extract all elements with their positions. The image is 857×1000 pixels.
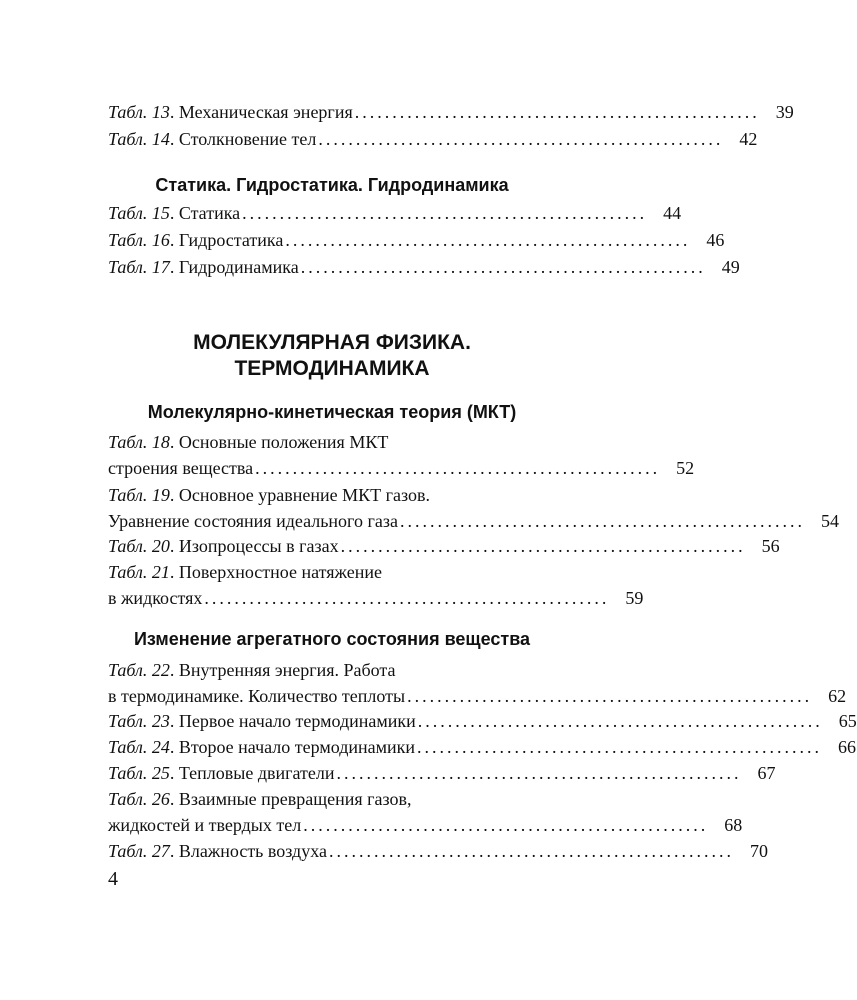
entry-title: Статика xyxy=(178,203,241,223)
section-heading: Молекулярно-кинетическая теория (МКТ) xyxy=(147,402,517,422)
page-ref: 42 xyxy=(739,129,758,149)
table-label: Табл. 14 xyxy=(108,129,170,149)
table-label: Табл. 15 xyxy=(108,203,170,223)
entry-title: Гидродинамика xyxy=(178,257,299,277)
leader-dots: ...................................................... xyxy=(255,458,661,478)
toc-entry: Табл. 26. Взаимные превращения газов, жидкостей и твердых тел ...................................................... 68 xyxy=(108,786,556,838)
section-heading: Статика. Гидростатика. Гидродинамика xyxy=(155,175,509,195)
entry-title-cont: строения вещества xyxy=(108,458,254,478)
entry-title: Гидростатика xyxy=(178,230,284,250)
page-ref: 52 xyxy=(676,458,695,478)
leader-dots: ...................................................... xyxy=(328,841,734,861)
table-label: Табл. 13 xyxy=(108,102,170,122)
table-label: Табл. 18 xyxy=(108,432,170,452)
table-label: Табл. 24 xyxy=(108,737,170,757)
toc-entry: Табл. 22. Внутренняя энергия. Работа в термодинамике. Количество теплоты ...................................................... 62 xyxy=(108,657,556,709)
leader-dots: ...................................................... xyxy=(407,686,813,706)
page-ref: 62 xyxy=(828,686,847,706)
toc-entry: Табл. 27. Влажность воздуха ...................................................... 70 xyxy=(108,838,556,864)
leader-dots: ...................................................... xyxy=(318,129,724,149)
entry-title: Первое начало термодинамики xyxy=(178,711,416,731)
table-label: Табл. 19 xyxy=(108,485,170,505)
toc-entry: Табл. 23. Первое начало термодинамики ...................................................... 65 xyxy=(108,708,556,734)
toc-entry: Табл. 15. Статика ...................................................... 44 xyxy=(108,200,556,226)
page-ref: 66 xyxy=(838,737,857,757)
table-label: Табл. 22 xyxy=(108,660,170,680)
toc-entry: Табл. 18. Основные положения МКТ строения вещества ...................................................... 52 xyxy=(108,429,556,481)
leader-dots: ...................................................... xyxy=(336,763,742,783)
entry-title: Тепловые двигатели xyxy=(178,763,335,783)
leader-dots: ...................................................... xyxy=(303,815,709,835)
page-ref: 46 xyxy=(706,230,725,250)
page-ref: 44 xyxy=(663,203,682,223)
toc-entry: Табл. 21. Поверхностное натяжение в жидкостях ...................................................... 59 xyxy=(108,559,556,611)
toc-entry: Табл. 24. Второе начало термодинамики ...................................................... 66 xyxy=(108,734,556,760)
entry-title: Основное уравнение МКТ газов. xyxy=(178,485,431,505)
leader-dots: ...................................................... xyxy=(285,230,691,250)
table-label: Табл. 26 xyxy=(108,789,170,809)
table-label: Табл. 27 xyxy=(108,841,170,861)
leader-dots: ...................................................... xyxy=(204,588,610,608)
page-ref: 56 xyxy=(761,536,780,556)
entry-title: Столкновение тел xyxy=(178,129,317,149)
table-label: Табл. 21 xyxy=(108,562,170,582)
chapter-title-line: МОЛЕКУЛЯРНАЯ ФИЗИКА. xyxy=(193,331,471,354)
leader-dots: ...................................................... xyxy=(354,102,760,122)
entry-title-cont: в жидкостях xyxy=(108,588,203,608)
page-ref: 59 xyxy=(625,588,644,608)
table-label: Табл. 17 xyxy=(108,257,170,277)
page-ref: 68 xyxy=(724,815,743,835)
toc-entry: Табл. 17. Гидродинамика ...................................................... 49 xyxy=(108,254,556,280)
chapter-title xyxy=(108,330,556,382)
toc-entry: Табл. 19. Основное уравнение МКТ газов. Уравнение состояния идеального газа ...................................................... 54 xyxy=(108,482,556,534)
table-label: Табл. 20 xyxy=(108,536,170,556)
leader-dots: ...................................................... xyxy=(417,711,823,731)
leader-dots: ...................................................... xyxy=(340,536,746,556)
page-ref: 65 xyxy=(838,711,857,731)
entry-title: Изопроцессы в газах xyxy=(178,536,339,556)
entry-title-cont: жидкостей и твердых тел xyxy=(108,815,302,835)
leader-dots: ...................................................... xyxy=(242,203,648,223)
entry-title: Основные положения МКТ xyxy=(178,432,389,452)
entry-title: Механическая энергия xyxy=(178,102,353,122)
table-label: Табл. 25 xyxy=(108,763,170,783)
chapter-title-line: ТЕРМОДИНАМИКА xyxy=(234,357,430,380)
entry-title: Влажность воздуха xyxy=(178,841,327,861)
leader-dots: ...................................................... xyxy=(417,737,823,757)
table-label: Табл. 23 xyxy=(108,711,170,731)
entry-title: Второе начало термодинамики xyxy=(178,737,416,757)
page-ref: 39 xyxy=(775,102,794,122)
table-label: Табл. 16 xyxy=(108,230,170,250)
entry-title: Поверхностное натяжение xyxy=(178,562,382,582)
entry-title: Внутренняя энергия. Работа xyxy=(178,660,396,680)
entry-title: Взаимные превращения газов, xyxy=(178,789,412,809)
page-number: 4 xyxy=(108,868,118,890)
page-ref: 49 xyxy=(721,257,740,277)
entry-title-cont: Уравнение состояния идеального газа xyxy=(108,511,398,531)
page-ref: 67 xyxy=(757,763,776,783)
section-heading: Изменение агрегатного состояния вещества xyxy=(133,629,531,649)
page-ref: 70 xyxy=(749,841,768,861)
leader-dots: ...................................................... xyxy=(399,511,805,531)
toc-entry: Табл. 25. Тепловые двигатели ...................................................... 67 xyxy=(108,760,556,786)
toc-entry: Табл. 20. Изопроцессы в газах ...................................................... 56 xyxy=(108,533,556,559)
page-ref: 54 xyxy=(820,511,839,531)
toc-entry: Табл. 14. Столкновение тел ...................................................... 42 xyxy=(108,126,556,152)
entry-title-cont: в термодинамике. Количество теплоты xyxy=(108,686,406,706)
toc-entry: Табл. 13. Механическая энергия ...................................................... 39 xyxy=(108,99,556,125)
leader-dots: ...................................................... xyxy=(300,257,706,277)
toc-entry: Табл. 16. Гидростатика ...................................................... 46 xyxy=(108,227,556,253)
